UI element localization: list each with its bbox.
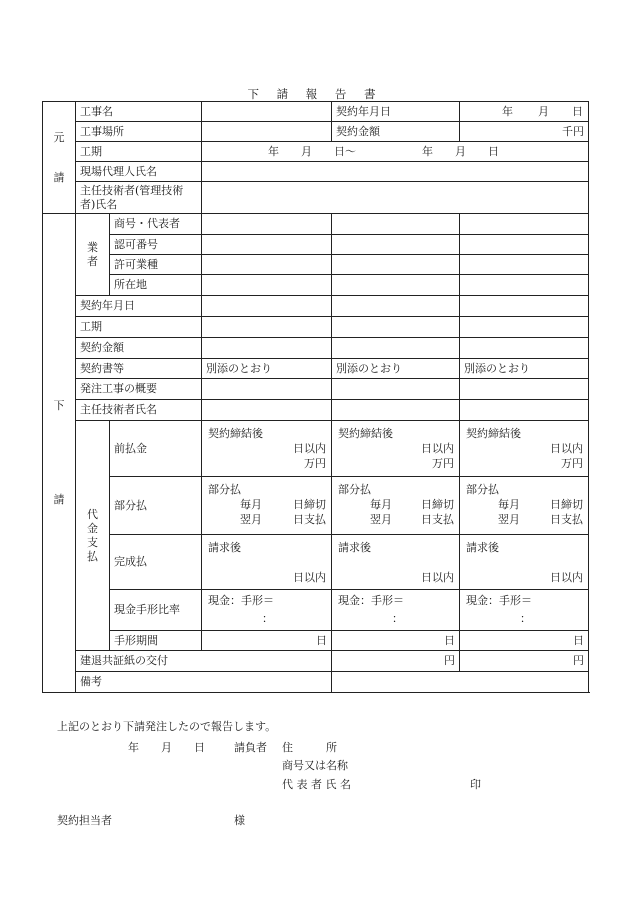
site-label: 工事場所 [76,122,202,142]
business-field[interactable] [460,255,589,275]
statement: 上記のとおり下請発注したので報告します。 [57,720,277,733]
cash-ratio-field[interactable] [202,590,332,631]
sub-field[interactable] [202,338,332,359]
contract-amount-label: 契約金額 [332,122,460,142]
note-period-field[interactable]: 日 [202,631,332,651]
sub-contract-date-label: 契約年月日 [76,296,202,317]
chief-engineer-label: 主任技術者(管理技術者)氏名 [76,182,202,214]
remarks-label: 備考 [76,672,332,693]
partial-pay-day: 日支払 [421,513,454,526]
completion-line1: 請求後 [338,541,371,554]
partial-cutoff: 日締切 [550,498,583,511]
period-field[interactable] [202,142,589,162]
business-field[interactable] [460,235,589,255]
period-to: 年 月 日 [422,145,499,158]
sub-field[interactable] [460,338,589,359]
partial-label: 部分払 [110,477,202,535]
advance-line2: 日以内 [550,442,583,455]
note-period-label: 手形期間 [110,631,202,651]
sub-field[interactable] [332,296,460,317]
business-field[interactable] [202,255,332,275]
business-row-label: 商号・代表者 [110,214,202,235]
sub-field[interactable] [460,317,589,338]
completion-line2: 日以内 [421,571,454,584]
day-unit: 日 [572,105,583,118]
prime-label-char: 元 [53,130,65,144]
partial-next-month: 翌月 [498,513,520,526]
advance-line2: 日以内 [293,442,326,455]
completion-line1: 請求後 [208,541,241,554]
cash-ratio-line2: ： [392,612,403,625]
contract-docs-field[interactable]: 別添のとおり [202,359,332,379]
business-label [76,214,110,296]
completion-field[interactable] [202,535,332,590]
contract-person-label: 契約担当者 [57,814,112,827]
sub-field[interactable] [460,296,589,317]
advance-field[interactable] [332,421,460,477]
sub-section-label [43,214,76,693]
business-field[interactable] [202,214,332,235]
year-unit: 年 [502,105,513,118]
prime-label-char: 請 [53,170,65,184]
business-field[interactable] [332,214,460,235]
partial-monthly: 毎月 [498,498,520,511]
partial-cutoff: 日締切 [421,498,454,511]
note-period-field[interactable]: 日 [332,631,460,651]
project-name-label: 工事名 [76,102,202,122]
outline-label: 発注工事の概要 [76,379,202,400]
sub-field[interactable] [202,317,332,338]
advance-line1: 契約締結後 [466,427,521,440]
cash-ratio-line1: 現金：手形＝ [338,594,404,607]
business-field[interactable] [332,235,460,255]
business-field[interactable] [460,214,589,235]
cash-ratio-label: 現金手形比率 [110,590,202,631]
payment-label-char: 支 [87,535,98,549]
stamp-field[interactable]: 円 [460,651,589,672]
seal-mark: 印 [470,778,481,791]
note-period-field[interactable]: 日 [460,631,589,651]
prime-section-label [43,102,76,214]
payment-label-char: 代 [87,507,98,521]
site-field[interactable] [202,122,332,142]
sub-label-char: 請 [53,493,65,506]
sub-field[interactable] [202,296,332,317]
completion-field[interactable] [332,535,460,590]
contract-docs-field[interactable]: 別添のとおり [460,359,589,379]
contractor-label: 請負者 [234,741,267,754]
business-field[interactable] [202,275,332,296]
sub-field[interactable] [460,400,589,421]
trade-name-label: 商号又は名称 [282,759,348,772]
stamp-field[interactable]: 円 [332,651,460,672]
completion-label: 完成払 [110,535,202,590]
payment-label [76,421,110,651]
business-row-label: 所在地 [110,275,202,296]
sub-field[interactable] [332,338,460,359]
partial-pay-day: 日支払 [293,513,326,526]
contract-docs-field[interactable]: 別添のとおり [332,359,460,379]
contract-docs-label: 契約書等 [76,359,202,379]
honorific: 様 [234,814,245,827]
advance-line3: 万円 [304,457,326,470]
business-field[interactable] [460,275,589,296]
sub-label-char: 下 [53,399,65,412]
rep-name-label: 代 表 者 氏 名 [282,778,351,791]
partial-pay-day: 日支払 [550,513,583,526]
address-label: 住 所 [282,741,337,754]
sub-amount-label: 契約金額 [76,338,202,359]
business-label-char: 者 [87,254,98,268]
contract-amount-field[interactable]: 千円 [460,122,589,142]
business-field[interactable] [202,235,332,255]
cash-ratio-line2: ： [262,612,273,625]
sub-field[interactable] [332,400,460,421]
partial-field[interactable] [202,477,332,535]
advance-line1: 契約締結後 [208,427,263,440]
sub-field[interactable] [332,379,460,400]
completion-line2: 日以内 [293,571,326,584]
advance-field[interactable] [460,421,589,477]
sub-period-label: 工期 [76,317,202,338]
cash-ratio-line2: ： [520,612,531,625]
cash-ratio-field[interactable] [332,590,460,631]
business-row-label: 許可業種 [110,255,202,275]
period-from: 年 月 日～ [268,145,356,158]
partial-line1: 部分払 [338,483,371,496]
partial-field[interactable] [332,477,460,535]
site-agent-field[interactable] [202,162,589,182]
partial-field[interactable] [460,477,589,535]
cash-ratio-line1: 現金：手形＝ [208,594,274,607]
partial-monthly: 毎月 [240,498,262,511]
partial-cutoff: 日締切 [293,498,326,511]
sub-field[interactable] [202,379,332,400]
business-field[interactable] [332,255,460,275]
site-agent-label: 現場代理人氏名 [76,162,202,182]
page-title: 下 請 報 告 書 [247,87,383,101]
period-label: 工期 [76,142,202,162]
project-name-field[interactable] [202,102,332,122]
advance-line2: 日以内 [421,442,454,455]
advance-field[interactable] [202,421,332,477]
business-row-label: 認可番号 [110,235,202,255]
partial-line1: 部分払 [466,483,499,496]
partial-next-month: 翌月 [370,513,392,526]
contract-date-field[interactable] [460,102,589,122]
payment-label-char: 払 [87,549,98,563]
sub-chief-label: 主任技術者氏名 [76,400,202,421]
sub-field[interactable] [460,379,589,400]
cash-ratio-line1: 現金：手形＝ [466,594,532,607]
contract-date-label: 契約年月日 [332,102,460,122]
business-field[interactable] [332,275,460,296]
advance-line3: 万円 [561,457,583,470]
remarks-field[interactable] [332,672,589,693]
report-date[interactable]: 年 月 日 [128,741,205,754]
partial-next-month: 翌月 [240,513,262,526]
subcontract-report-table [42,101,589,693]
advance-line3: 万円 [432,457,454,470]
business-label-char: 業 [87,240,98,254]
cash-ratio-field[interactable] [460,590,589,631]
month-unit: 月 [538,105,549,118]
sub-field[interactable] [332,317,460,338]
stamp-label: 建退共証紙の交付 [76,651,332,672]
advance-line1: 契約締結後 [338,427,393,440]
payment-label-char: 金 [87,521,98,535]
completion-field[interactable] [460,535,589,590]
sub-field[interactable] [202,400,332,421]
completion-line1: 請求後 [466,541,499,554]
advance-label: 前払金 [110,421,202,477]
chief-engineer-field[interactable] [202,182,589,214]
partial-line1: 部分払 [208,483,241,496]
completion-line2: 日以内 [550,571,583,584]
partial-monthly: 毎月 [370,498,392,511]
